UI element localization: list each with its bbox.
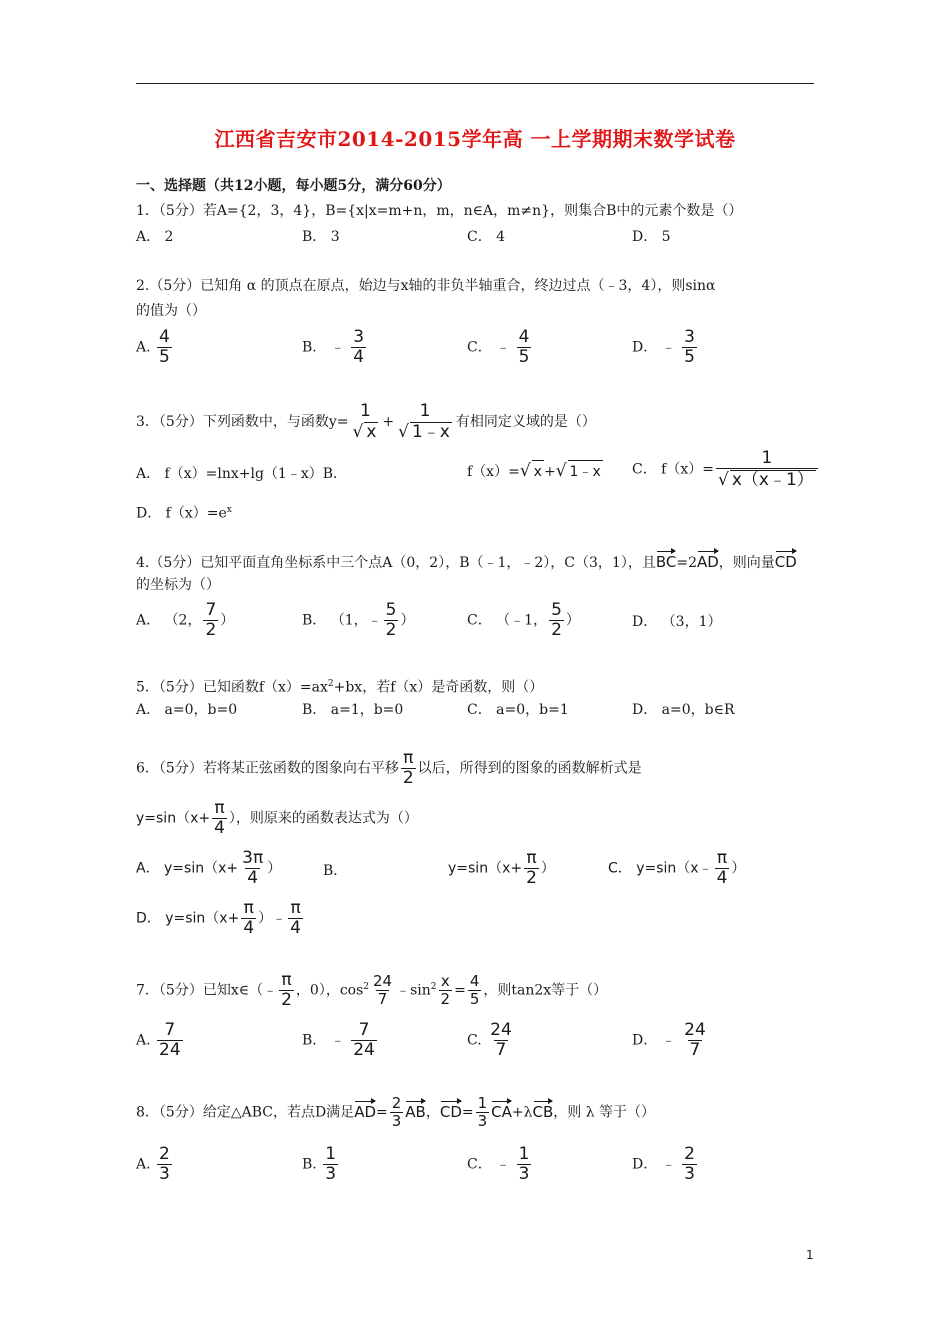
vector-ad: AD [354, 1099, 376, 1122]
q7-option-b [302, 1022, 379, 1059]
fraction [279, 972, 294, 1009]
option-text: A． y=sin（x+ [136, 860, 239, 877]
fraction [390, 1096, 404, 1129]
fraction [323, 1146, 338, 1183]
fraction [682, 1022, 708, 1059]
denominator: 4 [243, 918, 255, 938]
q8-option-a [136, 1146, 174, 1183]
numerator: 1 [325, 1144, 337, 1164]
option-label: B． ﹣ [302, 339, 345, 356]
stem-text: ，则向量 [718, 555, 775, 571]
numerator: π [214, 798, 225, 818]
option-text: ） [267, 860, 282, 877]
q3-option-c [632, 450, 820, 489]
sqrt-sign: √ [519, 461, 531, 481]
option-text: f（x）= [467, 464, 520, 480]
q3-option-d [136, 500, 232, 524]
denominator: 2 [281, 990, 292, 1010]
denominator: 2 [205, 620, 217, 640]
numerator: π [526, 848, 537, 868]
fraction [241, 900, 256, 937]
denominator: 2 [551, 620, 562, 640]
denominator: 5 [469, 990, 480, 1008]
page-number: 1 [806, 1248, 814, 1262]
option-label: C. [467, 1032, 482, 1049]
numerator: 1 [419, 401, 431, 421]
q2-option-c [467, 329, 533, 366]
fraction [288, 900, 303, 937]
fraction [371, 974, 394, 1007]
fraction [157, 1022, 183, 1059]
exponent: 2 [363, 981, 370, 992]
stem-text: 3．（5分）下列函数中，与函数y= [136, 414, 349, 430]
numerator: 4 [469, 972, 480, 990]
q1-option-d: D． 5 [632, 229, 671, 245]
radicand: 1﹣x [411, 422, 450, 442]
numerator: 3 [353, 327, 365, 347]
option-label: C． ﹣ [467, 339, 511, 356]
denominator: 7 [495, 1040, 507, 1060]
stem-text: ，则tan2x等于（） [483, 982, 608, 999]
numerator: 4 [518, 327, 530, 347]
q5-stem [136, 674, 543, 698]
denominator: 3 [159, 1164, 170, 1184]
numerator: 7 [205, 600, 217, 620]
numerator: 2 [391, 1094, 402, 1112]
stem-text: ），则原来的函数表达式为（） [228, 810, 418, 827]
q7-stem [136, 972, 607, 1009]
denominator [716, 468, 818, 489]
fraction [682, 329, 697, 366]
denominator: 2 [440, 990, 451, 1008]
stem-text: 6．（5分）若将某正弦函数的图象向右平移 [136, 760, 399, 777]
denominator: 24 [353, 1040, 375, 1060]
numerator: 24 [490, 1020, 512, 1040]
denominator: 4 [214, 818, 225, 838]
denominator: 7 [689, 1040, 701, 1060]
option-label: A. [136, 1032, 151, 1049]
fraction [524, 850, 539, 887]
denominator: 2 [526, 868, 537, 888]
option-label: C． ﹣ [467, 1156, 511, 1173]
fraction [488, 1022, 514, 1059]
option-text: D． f（x）=e [136, 505, 227, 522]
q6-option-d [136, 900, 305, 937]
q6-option-a [136, 850, 281, 887]
radicand: 1﹣x [568, 460, 603, 482]
equals: = [461, 1104, 474, 1121]
numerator: 2 [159, 1144, 170, 1164]
q2-option-d [632, 329, 699, 366]
q7-option-d [632, 1022, 710, 1059]
stem-text: ﹣sin [396, 982, 431, 999]
stem-text: 4.（5分）已知平面直角坐标系中三个点A（0，2），B（﹣1，﹣2），C（3，1），且 [136, 555, 656, 571]
option-text: ）﹣ [258, 910, 287, 927]
vector-bc: BC [656, 549, 677, 572]
q4-option-b [302, 602, 414, 639]
numerator: 1 [360, 401, 371, 421]
q1-option-b: B． 3 [302, 229, 340, 245]
q4-option-d: D． （3，1） [632, 614, 722, 630]
sqrt-sign: √ [398, 422, 409, 442]
radicand: x [532, 460, 544, 482]
q5-option-c: C． a=0，b=1 [467, 702, 569, 718]
numerator: 7 [164, 1020, 176, 1040]
q8-option-b [302, 1146, 340, 1183]
fraction [439, 974, 453, 1007]
denominator: 3 [477, 1112, 488, 1130]
fraction [351, 1022, 377, 1059]
numerator: 5 [551, 600, 562, 620]
numerator: 1 [477, 1094, 488, 1112]
q4-option-c [467, 602, 580, 639]
fraction [384, 602, 399, 639]
option-text: y=sin（x+ [448, 860, 523, 877]
stem-text: 8．（5分）给定△ABC，若点D满足 [136, 1104, 355, 1121]
option-text: ） [400, 612, 415, 629]
option-label: B. [302, 1156, 317, 1173]
vector-ad: AD [697, 549, 719, 572]
radicand: x [366, 422, 377, 442]
numerator: π [243, 898, 254, 918]
option-text: D． y=sin（x+ [136, 910, 240, 927]
numerator: x [440, 972, 450, 990]
fraction [396, 403, 454, 441]
fraction [157, 1146, 172, 1183]
page-title: 江西省吉安市2014-2015学年高 一上学期期末数学试卷 [214, 127, 736, 151]
q6-option-c [608, 850, 745, 887]
denominator: 3 [518, 1164, 530, 1184]
option-text: B． （1，﹣ [302, 612, 382, 629]
q4-stem-line1 [136, 549, 797, 573]
q4-option-a [136, 602, 234, 639]
denominator: 4 [353, 347, 365, 367]
q1-option-c: C． 4 [467, 229, 506, 245]
q5-option-a: A． a=0，b=0 [136, 702, 238, 718]
option-label: A. [136, 339, 151, 356]
q7-option-a [136, 1022, 185, 1059]
q8-option-d [632, 1146, 699, 1183]
denominator: 3 [391, 1112, 402, 1130]
exponent: 2 [327, 679, 334, 689]
fraction [212, 800, 227, 837]
header-rule [136, 83, 814, 84]
option-label: A. [136, 1156, 151, 1173]
denominator: 4 [290, 918, 301, 938]
vector-ab: AB [405, 1099, 426, 1122]
fraction [517, 329, 532, 366]
fraction [476, 1096, 490, 1129]
section-heading: 一、选择题（共12小题，每小题5分，满分60分） [136, 178, 451, 194]
option-label: D． ﹣ [632, 339, 676, 356]
q6-stem-line1 [136, 750, 642, 787]
numerator: 24 [373, 972, 393, 990]
denominator [350, 421, 380, 441]
denominator: 3 [684, 1164, 695, 1184]
option-text: ） [565, 612, 580, 629]
option-text: C． y=sin（x﹣ [608, 860, 713, 877]
fraction [351, 329, 366, 366]
stem-text: ， [425, 1104, 440, 1121]
q5-option-b: B． a=1，b=0 [302, 702, 404, 718]
vector-ca: CA [491, 1099, 512, 1122]
fraction [517, 1146, 532, 1183]
q2-option-b [302, 329, 368, 366]
q1-option-a: A． 2 [136, 229, 174, 245]
denominator: 4 [247, 868, 259, 888]
plus-sign: + [382, 414, 395, 430]
denominator: 3 [325, 1164, 337, 1184]
numerator: π [290, 898, 301, 918]
denominator: 2 [402, 768, 414, 788]
equals: = [376, 1104, 388, 1121]
fraction [468, 974, 482, 1007]
q6-stem-line2 [136, 800, 418, 837]
denominator: 7 [377, 990, 388, 1008]
option-text: C． f（x）= [632, 461, 714, 478]
numerator: 4 [159, 327, 170, 347]
q5-option-d: D． a=0，b∈R [632, 702, 735, 718]
denominator: 5 [518, 347, 530, 367]
q3-stem [136, 403, 596, 441]
denominator: 5 [684, 347, 695, 367]
denominator: 5 [159, 347, 170, 367]
sqrt-sign: √ [717, 470, 729, 490]
denominator: 2 [385, 620, 397, 640]
q4-stem-line2: 的坐标为（） [136, 577, 220, 593]
numerator: 2 [684, 1144, 695, 1164]
exponent: 2 [430, 981, 437, 992]
numerator: 5 [385, 600, 397, 620]
stem-text: 以后，所得到的图象的函数解析式是 [417, 760, 642, 777]
option-text: ） [731, 860, 746, 877]
fraction [716, 450, 818, 489]
stem-text: +λ [511, 1104, 533, 1121]
fraction [350, 403, 380, 441]
option-text: C． （﹣1， [467, 612, 548, 629]
numerator: 3 [684, 327, 695, 347]
fraction [715, 850, 730, 887]
q7-option-c [467, 1022, 516, 1059]
fraction [401, 750, 416, 787]
denominator [396, 421, 454, 441]
numerator: π [716, 848, 728, 868]
numerator: 3π [242, 848, 264, 868]
q2-option-a [136, 329, 174, 366]
q8-stem [136, 1096, 655, 1129]
stem-text: ，0），cos [295, 982, 364, 999]
q3-option-b [467, 460, 603, 482]
equals: = [454, 982, 466, 999]
numerator: 1 [761, 448, 773, 468]
option-text: A． （2， [136, 612, 202, 629]
numerator: π [403, 748, 414, 768]
q2-stem-line2: 的值为（） [136, 303, 206, 319]
stem-text: 7．（5分）已知x∈（﹣ [136, 982, 278, 999]
numerator: 1 [518, 1144, 530, 1164]
fraction [682, 1146, 697, 1183]
q6-option-b [448, 850, 555, 887]
q1-stem: 1．（5分）若A={2，3，4}，B={x|x=m+n，m，n∈A，m≠n}，则集合B中的元素个数是（） [136, 203, 743, 219]
vector-cb: CB [533, 1099, 554, 1122]
fraction [157, 329, 172, 366]
vector-cd: CD [440, 1099, 462, 1122]
fraction [240, 850, 265, 887]
option-label: B． ﹣ [302, 1032, 345, 1049]
stem-text: 有相同定义域的是（） [455, 414, 596, 430]
vector-cd: CD [775, 549, 797, 572]
fraction [549, 602, 564, 639]
denominator: 4 [716, 868, 728, 888]
sqrt-sign: √ [352, 422, 364, 442]
exponent: x [226, 505, 232, 515]
option-text: ） [540, 860, 555, 877]
stem-text: ，则 λ 等于（） [553, 1104, 656, 1121]
option-text: ） [220, 612, 235, 629]
plus-sign: + [543, 464, 556, 480]
equals: =2 [676, 555, 697, 571]
q2-stem-line1: 2.（5分）已知角 α 的顶点在原点，始边与x轴的非负半轴重合，终边过点（﹣3，4），则sinα [136, 278, 716, 294]
q6-option-b-label: B． [323, 863, 348, 879]
q3-option-a: A． f（x）=lnx+lg（1﹣x）B． [136, 466, 348, 482]
radicand: x（x﹣1） [731, 470, 814, 490]
denominator: 24 [159, 1040, 181, 1060]
stem-text: +bx，若f（x）是奇函数，则（） [333, 679, 544, 696]
option-label: D． ﹣ [632, 1032, 676, 1049]
numerator: 7 [358, 1020, 370, 1040]
fraction [203, 602, 218, 639]
option-label: D． ﹣ [632, 1156, 676, 1173]
sqrt-sign: √ [555, 461, 567, 481]
numerator: π [281, 970, 292, 990]
stem-text: 5．（5分）已知函数f（x）=ax [136, 679, 328, 696]
q8-option-c [467, 1146, 533, 1183]
numerator: 24 [684, 1020, 706, 1040]
stem-text: y=sin（x+ [136, 810, 211, 827]
